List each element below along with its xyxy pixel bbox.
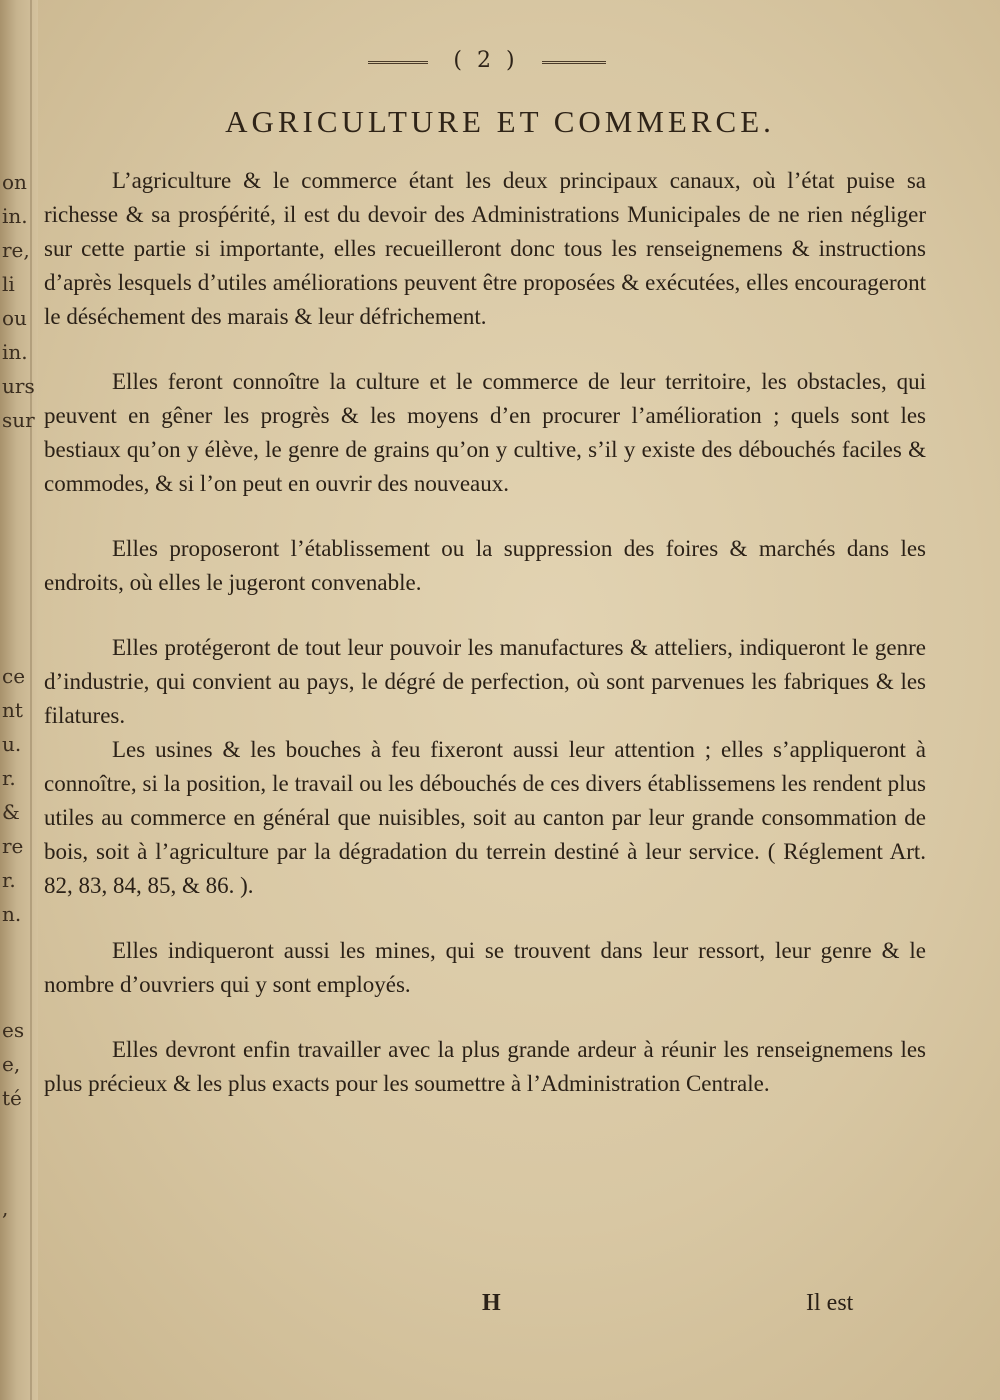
signature-mark: H — [482, 1290, 501, 1316]
catchword: Il est — [806, 1290, 854, 1316]
margin-fragment: li — [2, 272, 15, 296]
margin-fragment: r. — [2, 868, 16, 892]
paragraph-agriculture-commerce: L’agriculture & le commerce étant les deux principaux canaux, où l’état puise sa richesse & sa prosṕérité, il est du devoir des Administrations Municipales de ne rien négliger sur cette partie si importante, elles recueilleront donc tous les renseignemens & instructions d’après lesquels d’utiles améliorations peuvent être proposées & exécutées, elles encourageront le déséchement des marais & leur défrichement. — [44, 168, 926, 329]
page-number: ( 2 ) — [453, 48, 519, 73]
margin-fragment: on — [2, 170, 27, 194]
margin-fragment: e, — [2, 1052, 21, 1076]
header-rule-left — [368, 61, 428, 64]
margin-fragment: es — [2, 1018, 25, 1042]
paragraph-manufactures: Elles protégeront de tout leur pouvoir les manufactures & atteliers, indiqueront le genre d’industrie, qui convient au pays, le dégré de perfection, où sont parvenues les fabriques & les filatures. — [44, 635, 926, 728]
margin-fragment: in. — [2, 204, 28, 228]
margin-fragment: urs — [2, 374, 35, 398]
section-title: AGRICULTURE ET COMMERCE. — [225, 104, 775, 139]
margin-fragment: re, — [2, 238, 30, 262]
running-header — [0, 48, 1000, 78]
margin-fragment: in. — [2, 340, 28, 364]
paragraph-foires-marches: Elles proposeront l’établissement ou la suppression des foires & marchés dans les endroits, où elles le jugeront convenable. — [44, 536, 926, 595]
header-rule-right — [542, 61, 606, 64]
margin-fragment: re — [2, 834, 24, 858]
paragraph-mines: Elles indiqueront aussi les mines, qui se trouvent dans leur ressort, leur genre & le nombre d’ouvriers qui y sont employés. — [44, 938, 926, 997]
margin-fragment: & — [2, 800, 20, 824]
margin-fragment: sur — [2, 408, 35, 432]
margin-fragment: r. — [2, 766, 16, 790]
margin-fragment: n. — [2, 902, 22, 926]
margin-fragment: , — [2, 1196, 9, 1220]
margin-fragment: u. — [2, 732, 22, 756]
margin-fragment: ou — [2, 306, 27, 330]
margin-fragment: nt — [2, 698, 23, 722]
margin-fragment: ce — [2, 664, 26, 688]
paragraph-renseignemens: Elles devront enfin travailler avec la plus grande ardeur à réunir les renseignemens les plus précieux & les plus exacts pour les soumettre à l’Administration Centrale. — [44, 1037, 926, 1096]
paragraph-culture-territoire: Elles feront connoître la culture et le commerce de leur territoire, les obstacles, qui peuvent en gêner les progrès & les moyens d’en procurer l’amélioration ; quels sont les bestiaux qu’on y élève, le genre de grains qu’on y cultive, s’il y existe des débouchés faciles & commodes, & si l’on peut en ouvrir des nouveaux. — [44, 369, 926, 496]
margin-fragment: té — [2, 1086, 22, 1110]
page-footer — [0, 1290, 1000, 1324]
body-text — [44, 164, 926, 1101]
paragraph-usines: Les usines & les bouches à feu fixeront aussi leur attention ; elles s’appliqueront à connoître, si la position, le travail ou les débouchés de ces divers établissemens les rendent plus utiles au commerce en général que nuisibles, soit au canton par leur grande consommation de bois, soit à l’agriculture par la dégradation du terrein destiné à leur service. ( Réglement Art. 82, 83, 84, 85, & 86. ). — [44, 737, 926, 898]
